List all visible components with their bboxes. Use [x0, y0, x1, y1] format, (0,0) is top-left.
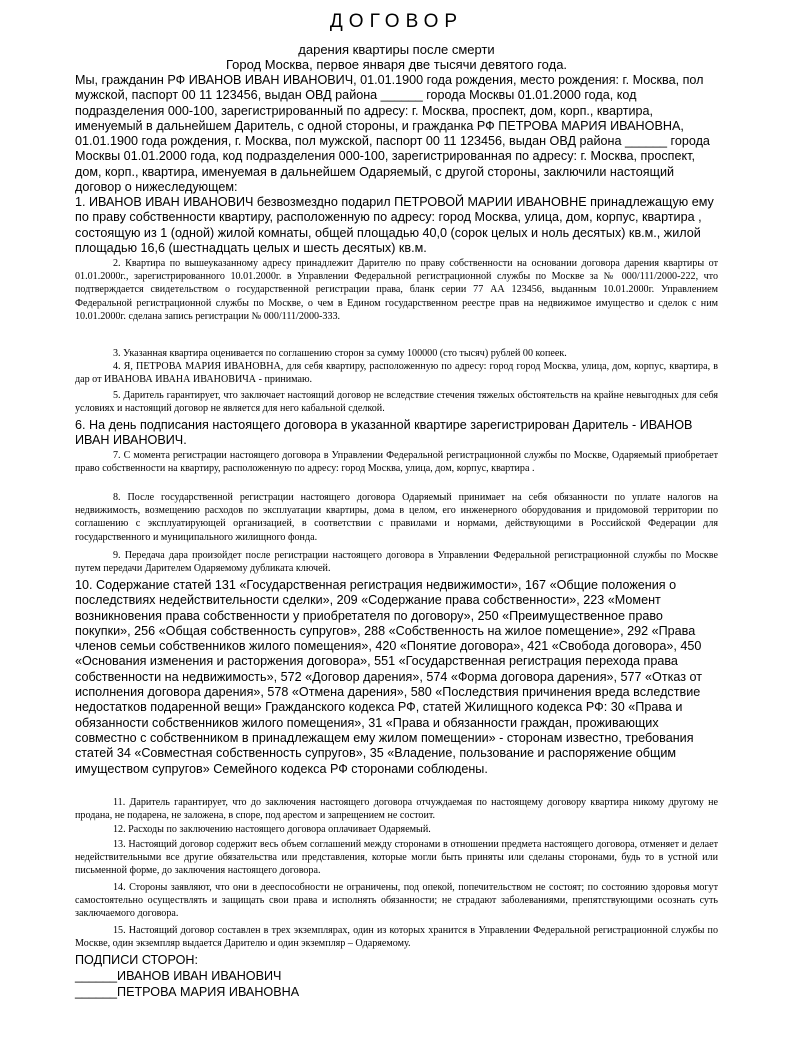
clause-6: 6. На день подписания настоящего договора в указанной квартире зарегистрирован Даритель - ИВАНОВ ИВАН ИВАНОВИЧ.	[75, 418, 693, 448]
clause-7: 7. С момента регистрации настоящего договора в Управлении Федеральной регистрационной службы по Москве, Одаряемый приобретает право собственности на квартиру, расположенную по адресу: город Москва, улица, дом, корпус, квартира .	[75, 450, 718, 475]
signatures-heading: ПОДПИСИ СТОРОН:	[75, 953, 198, 967]
clause-1: 1. ИВАНОВ ИВАН ИВАНОВИЧ безвозмездно подарил ПЕТРОВОЙ МАРИИ ИВАНОВНЕ принадлежащую ему по праву собственности квартиру, расположенную по адресу: город Москва, улица, дом, корпус, квартира , состоящую из 1 (одной) жилой комнаты, общей площадью 40,0 (сорок целых и ноль десятых) кв.м., жилой площадью 16,6 (шестнадцать целых и шесть десятых) кв.м.	[75, 195, 714, 255]
clause-5: 5. Даритель гарантирует, что заключает настоящий договор не вследствие стечения тяжелых обстоятельств на крайне невыгодных для себя условиях и настоящий договор не является для него кабальной сделкой.	[75, 390, 718, 415]
signature-donor: ______ИВАНОВ ИВАН ИВАНОВИЧ	[75, 969, 282, 983]
clause-8: 8. После государственной регистрации настоящего договора Одаряемый принимает на себя обязанности по уплате налогов на недвижимость, возмещению расходов по эксплуатации квартиры, дома в целом, его инженерного оборудования и придомовой территории по соглашению с эксплуатирующей организацией, в соответствии с правилами и нормами, действующими в Российской Федерации для государственного и муниципального жилищного фонда.	[75, 492, 718, 543]
clause-2: 2. Квартира по вышеуказанному адресу принадлежит Дарителю по праву собственности на основании договора дарения квартиры от 01.01.2000г., зарегистрированного 10.01.2000г. в Управлении Федеральной регистрационной службы по Москве за № 000/111/2000-222, что подтверждается свидетельством о государственной регистрации права, бланк серии 77 АА 123456, выданным 10.01.2000г. Управлением Федеральной регистрационной службы по Москве, о чем в Едином государственном реестре прав на недвижимое имущество и сделок с ним 10.01.2000г. сделана запись регистрации № 000/111/2000-333.	[75, 258, 718, 322]
document-subtitle: дарения квартиры после смерти	[298, 42, 495, 57]
clause-15: 15. Настоящий договор составлен в трех экземплярах, один из которых хранится в Управлении Федеральной регистрационной службы по Москве, один экземпляр выдается Дарителю и один экземпляр – Одаряемому.	[75, 925, 718, 950]
place-date: Город Москва, первое января две тысячи девятого года.	[225, 57, 568, 72]
clause-3: 3. Указанная квартира оценивается по соглашению сторон за сумму 100000 (сто тысяч) рублей 00 копеек.	[113, 348, 567, 359]
clause-12: 12. Расходы по заключению настоящего договора оплачивает Одаряемый.	[113, 824, 431, 835]
signature-recipient: ______ПЕТРОВА МАРИЯ ИВАНОВНА	[75, 985, 300, 999]
clause-10: 10. Содержание статей 131 «Государственная регистрация недвижимости», 167 «Общие положения о последствиях недействительности сделки», 209 «Содержание права собственности», 223 «Момент возникновения права собственности у приобретателя по договору», 250 «Преимущественное право покупки», 256 «Общая собственность супругов», 288 «Собственность на жилое помещение», 292 «Права членов семьи собственников жилого помещения», 420 «Понятие договора», 421 «Свобода договора», 450 «Основания изменения и расторжения договора», 551 «Государственная регистрация перехода права собственности на недвижимость», 572 «Договор дарения», 574 «Форма договора дарения», 577 «Отказ от исполнения договора дарения», 578 «Отмена дарения», 580 «Последствия причинения вреда вследствие недостатков подаренной вещи» Гражданского кодекса РФ, статей Жилищного кодекса РФ: 30 «Права и обязанности собственников жилого помещения», 31 «Права и обязанности граждан, проживающих совместно с собственником в принадлежащем ему жилом помещении» - сторонам известно, требования статей 34 «Совместная собственность супругов», 35 «Владение, пользование и распоряжение общим имуществом супругов» Семейного кодекса РФ сторонами соблюдены.	[75, 578, 703, 776]
clause-9: 9. Передача дара произойдет после регистрации настоящего договора в Управлении Федеральной регистрационной службы по Москве путем передачи Дарителем Одаряемому дубликата ключей.	[75, 550, 718, 575]
clause-11: 11. Даритель гарантирует, что до заключения настоящего договора отчуждаемая по настоящему договору квартира никому другому не продана, не подарена, не заложена, в споре, под арестом и запрещением не состоит.	[75, 797, 718, 822]
preamble: Мы, гражданин РФ ИВАНОВ ИВАН ИВАНОВИЧ, 01.01.1900 года рождения, место рождения: г. Москва, пол мужской, паспорт 00 11 123456, выдан ОВД района ______ города Москвы 01.01.2000 года, код подразделения 000-100, зарегистрированный по адресу: г. Москва, проспект, дом, корп., квартира, именуемый в дальнейшем Даритель, с одной стороны, и гражданка РФ ПЕТРОВА МАРИЯ ИВАНОВНА, 01.01.1900 года рождения, г. Москва, пол мужской, паспорт 00 11 123456, выдан ОВД района ______ города Москвы 01.01.2000 года, код подразделения 000-100, зарегистрированная по адресу: г. Москва, проспект, дом, корп., квартира, именуемая в дальнейшем Одаряемый, с другой стороны, заключили настоящий договор о нижеследующем:	[75, 73, 710, 195]
clause-14: 14. Стороны заявляют, что они в дееспособности не ограничены, под опекой, попечительством не состоят; по состоянию здоровья могут самостоятельно осуществлять и защищать свои права и исполнять обязанности; не страдают заболеваниями, препятствующими осознать суть заключаемого договора.	[75, 882, 718, 920]
clause-4: 4. Я, ПЕТРОВА МАРИЯ ИВАНОВНА, для себя квартиру, расположенную по адресу: город город Москва, улица, дом, корпус, квартира, в дар от ИВАНОВА ИВАНА ИВАНОВИЧА - принимаю.	[75, 361, 718, 386]
clause-13: 13. Настоящий договор содержит весь объем соглашений между сторонами в отношении предмета настоящего договора, отменяет и делает недействительными все другие обязательства или представления, которые могли быть приняты или сделаны сторонами, будь то в устной или письменной форме, до заключения настоящего договора.	[75, 839, 718, 877]
document-title: ДОГОВОР	[329, 11, 464, 32]
